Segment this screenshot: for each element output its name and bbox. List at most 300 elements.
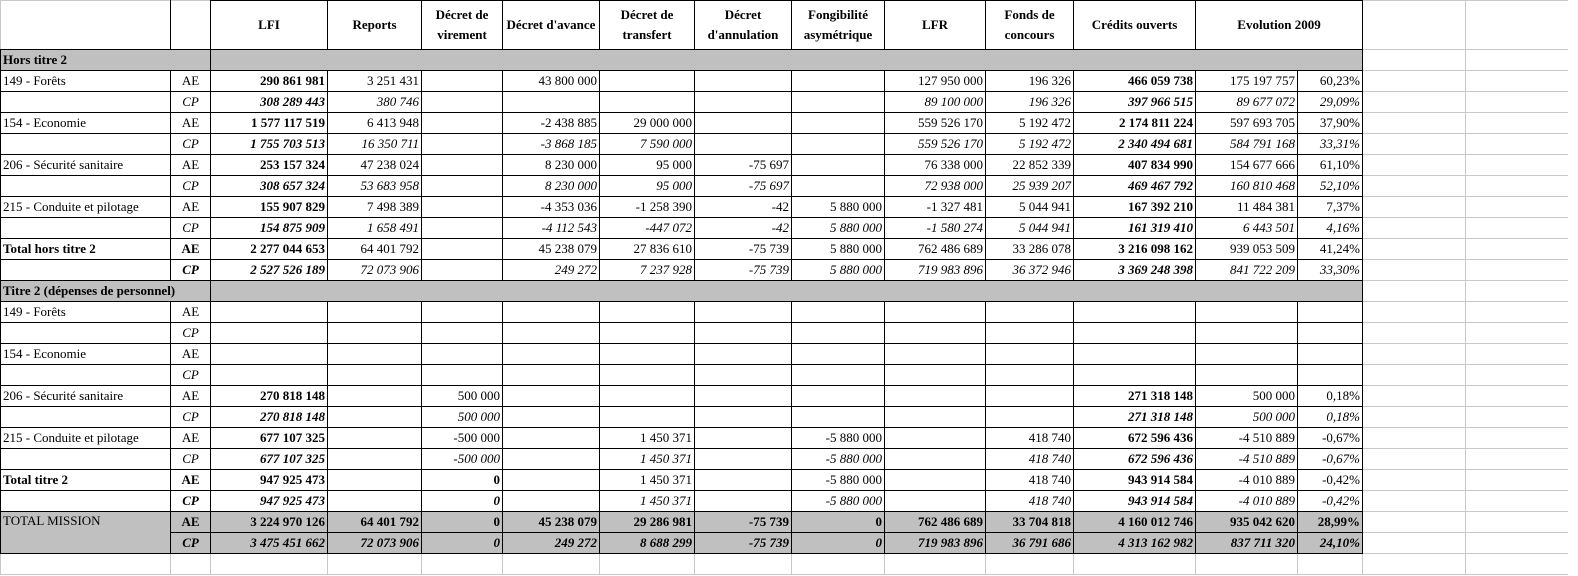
value-cell[interactable] bbox=[885, 302, 986, 323]
value-cell[interactable] bbox=[328, 449, 422, 470]
value-cell[interactable]: 1 450 371 bbox=[600, 470, 695, 491]
value-cell[interactable]: 127 950 000 bbox=[885, 71, 986, 92]
value-cell[interactable]: 308 289 443 bbox=[211, 92, 328, 113]
value-cell[interactable]: 1 658 491 bbox=[328, 218, 422, 239]
empty-cell[interactable] bbox=[1466, 281, 1569, 302]
value-cell[interactable]: -4 112 543 bbox=[503, 218, 600, 239]
credit-type[interactable]: CP bbox=[171, 365, 211, 386]
row-label[interactable] bbox=[1, 218, 171, 239]
value-cell[interactable]: -5 880 000 bbox=[792, 470, 885, 491]
value-cell[interactable]: 0 bbox=[422, 512, 503, 533]
value-cell[interactable]: 249 272 bbox=[503, 533, 600, 554]
value-cell[interactable] bbox=[986, 323, 1074, 344]
evolution-percent-cell[interactable]: 60,23% bbox=[1298, 71, 1363, 92]
evolution-percent-cell[interactable]: 52,10% bbox=[1298, 176, 1363, 197]
value-cell[interactable] bbox=[422, 155, 503, 176]
value-cell[interactable]: 943 914 584 bbox=[1074, 470, 1196, 491]
value-cell[interactable]: 196 326 bbox=[986, 71, 1074, 92]
empty-cell[interactable] bbox=[1363, 113, 1466, 134]
value-cell[interactable] bbox=[503, 365, 600, 386]
empty-cell[interactable] bbox=[1466, 386, 1569, 407]
value-cell[interactable] bbox=[503, 428, 600, 449]
empty-cell[interactable] bbox=[1363, 1, 1466, 50]
credit-type[interactable]: AE bbox=[171, 386, 211, 407]
value-cell[interactable]: 418 740 bbox=[986, 449, 1074, 470]
value-cell[interactable]: 5 192 472 bbox=[986, 134, 1074, 155]
value-cell[interactable]: 500 000 bbox=[422, 407, 503, 428]
empty-cell[interactable] bbox=[1363, 470, 1466, 491]
value-cell[interactable]: 36 372 946 bbox=[986, 260, 1074, 281]
value-cell[interactable]: 500 000 bbox=[422, 386, 503, 407]
empty-cell[interactable] bbox=[1466, 365, 1569, 386]
column-header[interactable]: Evolution 2009 bbox=[1196, 1, 1363, 50]
credit-type[interactable]: CP bbox=[171, 449, 211, 470]
value-cell[interactable] bbox=[695, 302, 792, 323]
value-cell[interactable]: 762 486 689 bbox=[885, 239, 986, 260]
value-cell[interactable] bbox=[695, 428, 792, 449]
value-cell[interactable]: 43 800 000 bbox=[503, 71, 600, 92]
value-cell[interactable]: 253 157 324 bbox=[211, 155, 328, 176]
value-cell[interactable] bbox=[792, 71, 885, 92]
value-cell[interactable]: 3 224 970 126 bbox=[211, 512, 328, 533]
empty-cell[interactable] bbox=[1466, 302, 1569, 323]
value-cell[interactable] bbox=[792, 134, 885, 155]
value-cell[interactable] bbox=[986, 365, 1074, 386]
empty-cell[interactable] bbox=[1466, 512, 1569, 533]
value-cell[interactable] bbox=[695, 470, 792, 491]
empty-cell[interactable] bbox=[986, 554, 1074, 575]
value-cell[interactable] bbox=[792, 365, 885, 386]
row-label[interactable] bbox=[1, 365, 171, 386]
value-cell[interactable]: 719 983 896 bbox=[885, 260, 986, 281]
value-cell[interactable] bbox=[885, 407, 986, 428]
row-label[interactable] bbox=[1, 407, 171, 428]
value-cell[interactable]: 89 677 072 bbox=[1196, 92, 1298, 113]
value-cell[interactable]: 466 059 738 bbox=[1074, 71, 1196, 92]
value-cell[interactable]: 36 791 686 bbox=[986, 533, 1074, 554]
value-cell[interactable]: 4 160 012 746 bbox=[1074, 512, 1196, 533]
credit-type[interactable]: AE bbox=[171, 344, 211, 365]
row-label[interactable]: 206 - Sécurité sanitaire bbox=[1, 386, 171, 407]
value-cell[interactable] bbox=[422, 176, 503, 197]
credit-type[interactable]: AE bbox=[171, 71, 211, 92]
value-cell[interactable]: 161 319 410 bbox=[1074, 218, 1196, 239]
value-cell[interactable]: 939 053 509 bbox=[1196, 239, 1298, 260]
value-cell[interactable]: 469 467 792 bbox=[1074, 176, 1196, 197]
section-fill[interactable] bbox=[211, 50, 1363, 71]
empty-cell[interactable] bbox=[1363, 218, 1466, 239]
value-cell[interactable]: -5 880 000 bbox=[792, 491, 885, 512]
empty-cell[interactable] bbox=[1363, 50, 1466, 71]
value-cell[interactable]: 407 834 990 bbox=[1074, 155, 1196, 176]
row-label[interactable]: Total titre 2 bbox=[1, 470, 171, 491]
value-cell[interactable]: 5 192 472 bbox=[986, 113, 1074, 134]
empty-cell[interactable] bbox=[1466, 113, 1569, 134]
value-cell[interactable] bbox=[422, 302, 503, 323]
value-cell[interactable] bbox=[695, 449, 792, 470]
value-cell[interactable]: 89 100 000 bbox=[885, 92, 986, 113]
value-cell[interactable]: 29 286 981 bbox=[600, 512, 695, 533]
value-cell[interactable] bbox=[986, 302, 1074, 323]
value-cell[interactable] bbox=[695, 71, 792, 92]
row-label[interactable]: 215 - Conduite et pilotage bbox=[1, 428, 171, 449]
value-cell[interactable] bbox=[422, 92, 503, 113]
value-cell[interactable]: 3 369 248 398 bbox=[1074, 260, 1196, 281]
value-cell[interactable]: 175 197 757 bbox=[1196, 71, 1298, 92]
value-cell[interactable]: 76 338 000 bbox=[885, 155, 986, 176]
value-cell[interactable] bbox=[695, 386, 792, 407]
value-cell[interactable]: -42 bbox=[695, 197, 792, 218]
value-cell[interactable] bbox=[1196, 344, 1298, 365]
value-cell[interactable]: 33 286 078 bbox=[986, 239, 1074, 260]
value-cell[interactable]: 22 852 339 bbox=[986, 155, 1074, 176]
credit-type[interactable]: CP bbox=[171, 323, 211, 344]
credit-type[interactable]: CP bbox=[171, 407, 211, 428]
empty-cell[interactable] bbox=[1363, 197, 1466, 218]
evolution-percent-cell[interactable]: -0,67% bbox=[1298, 428, 1363, 449]
value-cell[interactable] bbox=[695, 323, 792, 344]
value-cell[interactable] bbox=[885, 449, 986, 470]
empty-cell[interactable] bbox=[1363, 407, 1466, 428]
value-cell[interactable]: 33 704 818 bbox=[986, 512, 1074, 533]
value-cell[interactable]: 64 401 792 bbox=[328, 512, 422, 533]
credit-type[interactable]: AE bbox=[171, 470, 211, 491]
value-cell[interactable]: 1 450 371 bbox=[600, 449, 695, 470]
value-cell[interactable] bbox=[328, 407, 422, 428]
value-cell[interactable]: 249 272 bbox=[503, 260, 600, 281]
header-blank-cell[interactable] bbox=[1, 1, 171, 50]
evolution-percent-cell[interactable] bbox=[1298, 365, 1363, 386]
value-cell[interactable] bbox=[600, 344, 695, 365]
value-cell[interactable] bbox=[600, 323, 695, 344]
credit-type[interactable]: CP bbox=[171, 92, 211, 113]
value-cell[interactable] bbox=[885, 323, 986, 344]
value-cell[interactable] bbox=[695, 365, 792, 386]
value-cell[interactable] bbox=[1074, 344, 1196, 365]
empty-cell[interactable] bbox=[1363, 134, 1466, 155]
value-cell[interactable]: 155 907 829 bbox=[211, 197, 328, 218]
empty-cell[interactable] bbox=[600, 554, 695, 575]
value-cell[interactable]: 397 966 515 bbox=[1074, 92, 1196, 113]
column-header[interactable]: Décret d'annulation bbox=[695, 1, 792, 50]
value-cell[interactable] bbox=[503, 470, 600, 491]
value-cell[interactable]: 672 596 436 bbox=[1074, 428, 1196, 449]
credit-type[interactable]: CP bbox=[171, 176, 211, 197]
value-cell[interactable]: -4 510 889 bbox=[1196, 428, 1298, 449]
empty-cell[interactable] bbox=[885, 554, 986, 575]
value-cell[interactable]: 53 683 958 bbox=[328, 176, 422, 197]
value-cell[interactable] bbox=[328, 302, 422, 323]
value-cell[interactable]: 271 318 148 bbox=[1074, 386, 1196, 407]
value-cell[interactable] bbox=[1074, 323, 1196, 344]
value-cell[interactable]: -1 258 390 bbox=[600, 197, 695, 218]
empty-cell[interactable] bbox=[1466, 407, 1569, 428]
value-cell[interactable]: 45 238 079 bbox=[503, 512, 600, 533]
row-label[interactable]: TOTAL MISSION bbox=[1, 512, 171, 554]
value-cell[interactable]: -4 353 036 bbox=[503, 197, 600, 218]
value-cell[interactable] bbox=[422, 71, 503, 92]
value-cell[interactable]: 672 596 436 bbox=[1074, 449, 1196, 470]
value-cell[interactable] bbox=[1074, 365, 1196, 386]
empty-cell[interactable] bbox=[1363, 155, 1466, 176]
empty-cell[interactable] bbox=[1363, 323, 1466, 344]
empty-cell[interactable] bbox=[171, 554, 211, 575]
value-cell[interactable] bbox=[1196, 365, 1298, 386]
empty-cell[interactable] bbox=[1466, 50, 1569, 71]
value-cell[interactable] bbox=[792, 344, 885, 365]
value-cell[interactable]: 935 042 620 bbox=[1196, 512, 1298, 533]
value-cell[interactable] bbox=[986, 407, 1074, 428]
column-header[interactable]: LFR bbox=[885, 1, 986, 50]
value-cell[interactable]: 5 044 941 bbox=[986, 218, 1074, 239]
value-cell[interactable] bbox=[885, 365, 986, 386]
value-cell[interactable]: 947 925 473 bbox=[211, 491, 328, 512]
value-cell[interactable]: 1 450 371 bbox=[600, 428, 695, 449]
value-cell[interactable] bbox=[422, 218, 503, 239]
empty-cell[interactable] bbox=[211, 554, 328, 575]
value-cell[interactable]: 72 073 906 bbox=[328, 260, 422, 281]
empty-cell[interactable] bbox=[1466, 323, 1569, 344]
value-cell[interactable]: 154 875 909 bbox=[211, 218, 328, 239]
credit-type[interactable]: AE bbox=[171, 239, 211, 260]
value-cell[interactable]: 72 938 000 bbox=[885, 176, 986, 197]
row-label[interactable] bbox=[1, 260, 171, 281]
value-cell[interactable]: 719 983 896 bbox=[885, 533, 986, 554]
value-cell[interactable] bbox=[695, 491, 792, 512]
value-cell[interactable]: -4 510 889 bbox=[1196, 449, 1298, 470]
value-cell[interactable]: 2 174 811 224 bbox=[1074, 113, 1196, 134]
value-cell[interactable]: 559 526 170 bbox=[885, 134, 986, 155]
value-cell[interactable] bbox=[503, 386, 600, 407]
value-cell[interactable]: 0 bbox=[792, 533, 885, 554]
value-cell[interactable]: 762 486 689 bbox=[885, 512, 986, 533]
empty-cell[interactable] bbox=[328, 554, 422, 575]
value-cell[interactable]: 6 413 948 bbox=[328, 113, 422, 134]
value-cell[interactable] bbox=[211, 323, 328, 344]
empty-cell[interactable] bbox=[1363, 533, 1466, 554]
row-label[interactable] bbox=[1, 92, 171, 113]
value-cell[interactable]: 8 230 000 bbox=[503, 155, 600, 176]
row-label[interactable]: 149 - Forêts bbox=[1, 302, 171, 323]
value-cell[interactable] bbox=[792, 176, 885, 197]
column-header[interactable]: Fongibilité asymétrique bbox=[792, 1, 885, 50]
evolution-percent-cell[interactable]: -0,42% bbox=[1298, 470, 1363, 491]
evolution-percent-cell[interactable]: 33,31% bbox=[1298, 134, 1363, 155]
value-cell[interactable] bbox=[503, 344, 600, 365]
credit-type[interactable]: CP bbox=[171, 218, 211, 239]
value-cell[interactable]: -4 010 889 bbox=[1196, 470, 1298, 491]
value-cell[interactable] bbox=[422, 365, 503, 386]
empty-cell[interactable] bbox=[792, 554, 885, 575]
empty-cell[interactable] bbox=[1363, 554, 1466, 575]
value-cell[interactable] bbox=[328, 365, 422, 386]
value-cell[interactable]: 308 657 324 bbox=[211, 176, 328, 197]
value-cell[interactable] bbox=[503, 302, 600, 323]
value-cell[interactable]: -75 739 bbox=[695, 239, 792, 260]
value-cell[interactable]: 29 000 000 bbox=[600, 113, 695, 134]
empty-cell[interactable] bbox=[1466, 470, 1569, 491]
empty-cell[interactable] bbox=[1363, 386, 1466, 407]
empty-cell[interactable] bbox=[1466, 533, 1569, 554]
value-cell[interactable]: 2 527 526 189 bbox=[211, 260, 328, 281]
empty-cell[interactable] bbox=[1466, 197, 1569, 218]
value-cell[interactable] bbox=[328, 386, 422, 407]
column-header[interactable]: LFI bbox=[211, 1, 328, 50]
empty-cell[interactable] bbox=[1298, 554, 1363, 575]
value-cell[interactable] bbox=[422, 113, 503, 134]
empty-cell[interactable] bbox=[1466, 239, 1569, 260]
value-cell[interactable] bbox=[885, 470, 986, 491]
empty-cell[interactable] bbox=[1466, 92, 1569, 113]
value-cell[interactable]: 947 925 473 bbox=[211, 470, 328, 491]
value-cell[interactable]: 1 577 117 519 bbox=[211, 113, 328, 134]
value-cell[interactable]: 8 688 299 bbox=[600, 533, 695, 554]
value-cell[interactable]: 380 746 bbox=[328, 92, 422, 113]
value-cell[interactable]: 837 711 320 bbox=[1196, 533, 1298, 554]
value-cell[interactable] bbox=[792, 92, 885, 113]
value-cell[interactable] bbox=[600, 71, 695, 92]
value-cell[interactable]: 584 791 168 bbox=[1196, 134, 1298, 155]
value-cell[interactable] bbox=[328, 323, 422, 344]
value-cell[interactable] bbox=[695, 134, 792, 155]
value-cell[interactable]: 1 755 703 513 bbox=[211, 134, 328, 155]
value-cell[interactable]: 154 677 666 bbox=[1196, 155, 1298, 176]
empty-cell[interactable] bbox=[1466, 554, 1569, 575]
row-label[interactable]: 215 - Conduite et pilotage bbox=[1, 197, 171, 218]
value-cell[interactable] bbox=[211, 344, 328, 365]
value-cell[interactable]: 95 000 bbox=[600, 155, 695, 176]
row-label[interactable]: 154 - Economie bbox=[1, 113, 171, 134]
value-cell[interactable]: -500 000 bbox=[422, 449, 503, 470]
credit-type[interactable]: AE bbox=[171, 428, 211, 449]
value-cell[interactable]: -75 739 bbox=[695, 533, 792, 554]
value-cell[interactable]: 418 740 bbox=[986, 428, 1074, 449]
value-cell[interactable] bbox=[792, 302, 885, 323]
credit-type[interactable]: AE bbox=[171, 155, 211, 176]
empty-cell[interactable] bbox=[1363, 281, 1466, 302]
column-header[interactable]: Crédits ouverts bbox=[1074, 1, 1196, 50]
value-cell[interactable]: -75 697 bbox=[695, 155, 792, 176]
value-cell[interactable]: 5 880 000 bbox=[792, 218, 885, 239]
evolution-percent-cell[interactable]: 7,37% bbox=[1298, 197, 1363, 218]
value-cell[interactable] bbox=[422, 344, 503, 365]
credit-type[interactable]: CP bbox=[171, 260, 211, 281]
value-cell[interactable] bbox=[885, 491, 986, 512]
value-cell[interactable] bbox=[503, 491, 600, 512]
value-cell[interactable]: 559 526 170 bbox=[885, 113, 986, 134]
value-cell[interactable] bbox=[1196, 302, 1298, 323]
empty-cell[interactable] bbox=[422, 554, 503, 575]
empty-cell[interactable] bbox=[1363, 260, 1466, 281]
empty-cell[interactable] bbox=[1466, 428, 1569, 449]
value-cell[interactable]: 3 475 451 662 bbox=[211, 533, 328, 554]
empty-cell[interactable] bbox=[1363, 302, 1466, 323]
value-cell[interactable] bbox=[422, 260, 503, 281]
credit-type[interactable]: AE bbox=[171, 302, 211, 323]
value-cell[interactable] bbox=[986, 344, 1074, 365]
empty-cell[interactable] bbox=[1466, 71, 1569, 92]
value-cell[interactable]: -42 bbox=[695, 218, 792, 239]
credit-type[interactable]: CP bbox=[171, 533, 211, 554]
value-cell[interactable]: 943 914 584 bbox=[1074, 491, 1196, 512]
value-cell[interactable]: 3 216 098 162 bbox=[1074, 239, 1196, 260]
empty-cell[interactable] bbox=[1363, 239, 1466, 260]
empty-cell[interactable] bbox=[1363, 428, 1466, 449]
empty-cell[interactable] bbox=[695, 554, 792, 575]
empty-cell[interactable] bbox=[1466, 176, 1569, 197]
evolution-percent-cell[interactable]: 24,10% bbox=[1298, 533, 1363, 554]
value-cell[interactable]: 5 880 000 bbox=[792, 239, 885, 260]
empty-cell[interactable] bbox=[1196, 554, 1298, 575]
value-cell[interactable] bbox=[328, 470, 422, 491]
value-cell[interactable]: 16 350 711 bbox=[328, 134, 422, 155]
section-title[interactable]: Titre 2 (dépenses de personnel) bbox=[1, 281, 211, 302]
value-cell[interactable]: 500 000 bbox=[1196, 407, 1298, 428]
value-cell[interactable]: 7 590 000 bbox=[600, 134, 695, 155]
value-cell[interactable]: 841 722 209 bbox=[1196, 260, 1298, 281]
value-cell[interactable] bbox=[885, 344, 986, 365]
value-cell[interactable] bbox=[211, 365, 328, 386]
empty-cell[interactable] bbox=[1363, 344, 1466, 365]
value-cell[interactable] bbox=[1074, 302, 1196, 323]
value-cell[interactable]: 5 044 941 bbox=[986, 197, 1074, 218]
value-cell[interactable]: -1 327 481 bbox=[885, 197, 986, 218]
value-cell[interactable] bbox=[600, 302, 695, 323]
empty-cell[interactable] bbox=[1363, 512, 1466, 533]
value-cell[interactable]: -75 739 bbox=[695, 512, 792, 533]
value-cell[interactable]: -447 072 bbox=[600, 218, 695, 239]
value-cell[interactable]: -4 010 889 bbox=[1196, 491, 1298, 512]
value-cell[interactable]: -2 438 885 bbox=[503, 113, 600, 134]
value-cell[interactable] bbox=[600, 386, 695, 407]
value-cell[interactable]: 7 498 389 bbox=[328, 197, 422, 218]
credit-type[interactable]: AE bbox=[171, 197, 211, 218]
row-label[interactable] bbox=[1, 491, 171, 512]
empty-cell[interactable] bbox=[1466, 491, 1569, 512]
value-cell[interactable]: 2 277 044 653 bbox=[211, 239, 328, 260]
empty-cell[interactable] bbox=[1363, 176, 1466, 197]
empty-cell[interactable] bbox=[1, 554, 171, 575]
value-cell[interactable]: 7 237 928 bbox=[600, 260, 695, 281]
value-cell[interactable]: 677 107 325 bbox=[211, 449, 328, 470]
value-cell[interactable]: -5 880 000 bbox=[792, 428, 885, 449]
section-title[interactable]: Hors titre 2 bbox=[1, 50, 211, 71]
value-cell[interactable] bbox=[792, 155, 885, 176]
credit-type[interactable]: CP bbox=[171, 491, 211, 512]
value-cell[interactable] bbox=[422, 323, 503, 344]
value-cell[interactable] bbox=[503, 449, 600, 470]
evolution-percent-cell[interactable]: -0,67% bbox=[1298, 449, 1363, 470]
value-cell[interactable]: 4 313 162 982 bbox=[1074, 533, 1196, 554]
value-cell[interactable]: 0 bbox=[422, 470, 503, 491]
value-cell[interactable]: 290 861 981 bbox=[211, 71, 328, 92]
row-label[interactable] bbox=[1, 323, 171, 344]
evolution-percent-cell[interactable]: 0,18% bbox=[1298, 407, 1363, 428]
value-cell[interactable] bbox=[885, 386, 986, 407]
evolution-percent-cell[interactable]: 0,18% bbox=[1298, 386, 1363, 407]
value-cell[interactable]: 8 230 000 bbox=[503, 176, 600, 197]
value-cell[interactable] bbox=[695, 344, 792, 365]
evolution-percent-cell[interactable]: 33,30% bbox=[1298, 260, 1363, 281]
evolution-percent-cell[interactable]: 61,10% bbox=[1298, 155, 1363, 176]
value-cell[interactable]: -5 880 000 bbox=[792, 449, 885, 470]
value-cell[interactable]: 270 818 148 bbox=[211, 386, 328, 407]
value-cell[interactable]: 167 392 210 bbox=[1074, 197, 1196, 218]
value-cell[interactable]: 2 340 494 681 bbox=[1074, 134, 1196, 155]
empty-cell[interactable] bbox=[1466, 155, 1569, 176]
value-cell[interactable]: -75 697 bbox=[695, 176, 792, 197]
value-cell[interactable]: 196 326 bbox=[986, 92, 1074, 113]
